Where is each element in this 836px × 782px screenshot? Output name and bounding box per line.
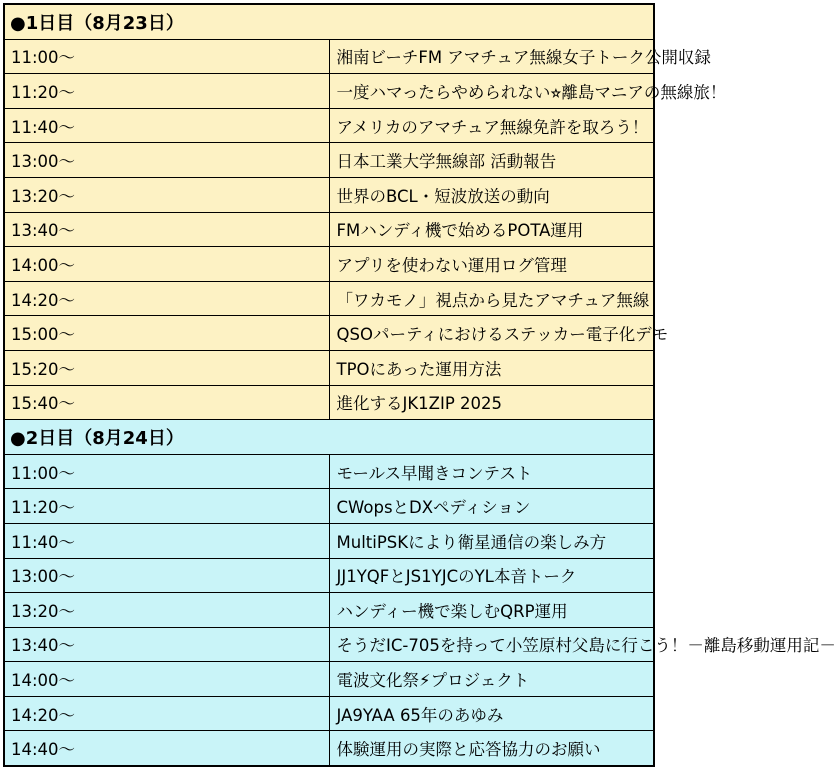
session-time: 13:20〜 [4, 593, 329, 628]
session-title: 進化するJK1ZIP 2025 [329, 385, 654, 420]
session-title: FMハンディ機で始めるPOTA運用 [329, 212, 654, 247]
session-time: 15:40〜 [4, 385, 329, 420]
session-time: 14:00〜 [4, 247, 329, 282]
session-title: CWopsとDXペディション [329, 489, 654, 524]
session-time: 11:00〜 [4, 454, 329, 489]
schedule-row [4, 662, 654, 697]
session-title: MultiPSKにより衛星通信の楽しみ方 [329, 523, 654, 558]
session-title: アメリカのアマチュア無線免許を取ろう！ [329, 108, 654, 143]
schedule-row [4, 696, 654, 731]
session-time: 13:00〜 [4, 558, 329, 593]
session-time: 13:00〜 [4, 143, 329, 178]
schedule-row [4, 108, 654, 143]
session-time: 11:00〜 [4, 39, 329, 74]
schedule-row [4, 212, 654, 247]
session-time: 11:20〜 [4, 489, 329, 524]
session-time: 13:20〜 [4, 177, 329, 212]
session-title: アプリを使わない運用ログ管理 [329, 247, 654, 282]
schedule-row [4, 143, 654, 178]
session-title: 世界のBCL・短波放送の動向 [329, 177, 654, 212]
session-title: 湘南ビーチFM アマチュア無線女子トーク公開収録 [329, 39, 654, 74]
session-time: 13:40〜 [4, 212, 329, 247]
schedule-row [4, 489, 654, 524]
session-time: 15:00〜 [4, 316, 329, 351]
session-time: 14:40〜 [4, 731, 329, 766]
schedule-row [4, 523, 654, 558]
schedule-row [4, 247, 654, 282]
session-time: 13:40〜 [4, 627, 329, 662]
day-header-row [4, 420, 654, 455]
session-title: モールス早聞きコンテスト [329, 454, 654, 489]
day-heading-text: 2日目（8月24日） [25, 427, 184, 449]
schedule-row [4, 74, 654, 109]
day-heading-text: 1日目（8月23日） [25, 12, 184, 34]
schedule-table [3, 3, 836, 767]
session-title: TPOにあった運用方法 [329, 350, 654, 385]
schedule-row [4, 39, 654, 74]
session-title: 体験運用の実際と応答協力のお願い [329, 731, 654, 766]
bullet-icon: ● [10, 427, 26, 449]
session-time: 15:20〜 [4, 350, 329, 385]
schedule-row [4, 177, 654, 212]
schedule-row [4, 281, 654, 316]
session-time: 11:40〜 [4, 523, 329, 558]
day-heading [4, 4, 654, 39]
session-time: 11:40〜 [4, 108, 329, 143]
schedule-row [4, 731, 654, 766]
session-time: 14:20〜 [4, 696, 329, 731]
session-title: 一度ハマったらやめられない⭐︎離島マニアの無線旅！ [329, 74, 654, 109]
day-heading [4, 420, 654, 455]
session-title: 電波文化祭⚡︎プロジェクト [329, 662, 654, 697]
schedule-row [4, 627, 654, 662]
bullet-icon: ● [10, 12, 26, 34]
session-title: 「ワカモノ」視点から見たアマチュア無線 [329, 281, 654, 316]
session-title: ハンディー機で楽しむQRP運用 [329, 593, 654, 628]
session-title: 日本工業大学無線部 活動報告 [329, 143, 654, 178]
session-time: 11:20〜 [4, 74, 329, 109]
schedule-row [4, 385, 654, 420]
session-title: JJ1YQFとJS1YJCのYL本音トーク [329, 558, 654, 593]
session-title: そうだIC-705を持って小笠原村父島に行こう！－離島移動運用記－ [329, 627, 654, 662]
session-time: 14:20〜 [4, 281, 329, 316]
schedule-body [4, 4, 836, 766]
schedule-row [4, 350, 654, 385]
schedule-row [4, 454, 654, 489]
schedule-row [4, 593, 654, 628]
session-title: JA9YAA 65年のあゆみ [329, 696, 654, 731]
schedule-row [4, 316, 654, 351]
session-title: QSOパーティにおけるステッカー電子化デモ [329, 316, 654, 351]
schedule-row [4, 558, 654, 593]
day-header-row [4, 4, 654, 39]
session-time: 14:00〜 [4, 662, 329, 697]
